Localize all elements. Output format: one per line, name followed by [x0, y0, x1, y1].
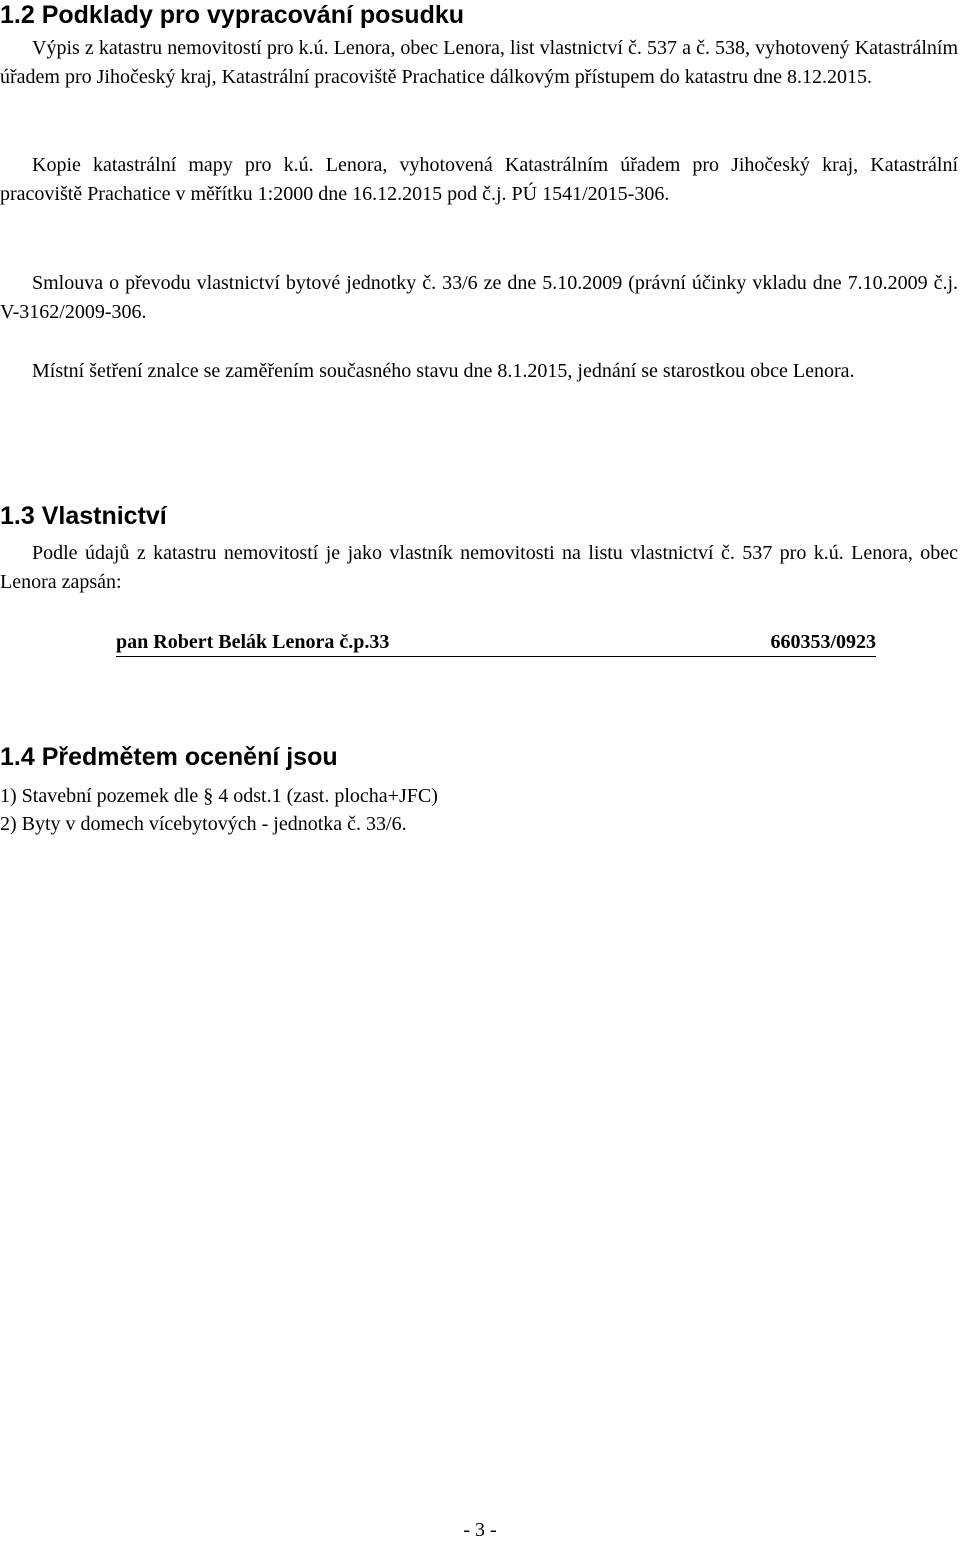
owner-name: pan Robert Belák Lenora č.p.33 — [116, 631, 390, 653]
paragraph-text: Výpis z katastru nemovitostí pro k.ú. Lenora, obec Lenora, list vlastnictví č. 537 a č. 538, vyhotovený Katastrálním úřadem pro Jihočeský kraj, Katastrální pracoviště Prachatice dálkovým přístupem do katastru dne 8.12.2015. — [0, 37, 958, 88]
valuation-item-1: 1) Stavební pozemek dle § 4 odst.1 (zast. plocha+JFC) — [0, 785, 438, 807]
valuation-item-2: 2) Byty v domech vícebytových - jednotka č. 33/6. — [0, 813, 407, 835]
section-heading-1-4: 1.4 Předmětem ocenění jsou — [0, 743, 338, 771]
owner-record — [116, 628, 876, 657]
page-number: - 3 - — [463, 1519, 497, 1541]
paragraph-text: Podle údajů z katastru nemovitostí je jako vlastník nemovitosti na listu vlastnictví č. 537 pro k.ú. Lenora, obec Lenora zapsán: — [0, 542, 958, 593]
paragraph-cadastre-extract — [0, 34, 958, 92]
paragraph-text: Smlouva o převodu vlastnictví bytové jednotky č. 33/6 ze dne 5.10.2009 (právní účinky vkladu dne 7.10.2009 č.j. V-3162/2009-306. — [0, 272, 958, 323]
paragraph-text: Kopie katastrální mapy pro k.ú. Lenora, vyhotovená Katastrálním úřadem pro Jihočeský kraj, Katastrální pracoviště Prachatice v měřítku 1:2000 dne 16.12.2015 pod č.j. PÚ 1541/2015-306. — [0, 154, 958, 205]
paragraph-cadastral-map — [0, 151, 958, 209]
section-heading-1-3: 1.3 Vlastnictví — [0, 502, 167, 530]
paragraph-site-inspection — [0, 357, 958, 386]
section-heading-1-2: 1.2 Podklady pro vypracování posudku — [0, 1, 465, 29]
paragraph-ownership — [0, 539, 958, 597]
owner-birth-number: 660353/0923 — [770, 631, 876, 653]
paragraph-transfer-contract — [0, 269, 958, 327]
paragraph-text: Místní šetření znalce se zaměřením současného stavu dne 8.1.2015, jednání se starostkou obce Lenora. — [32, 360, 855, 382]
